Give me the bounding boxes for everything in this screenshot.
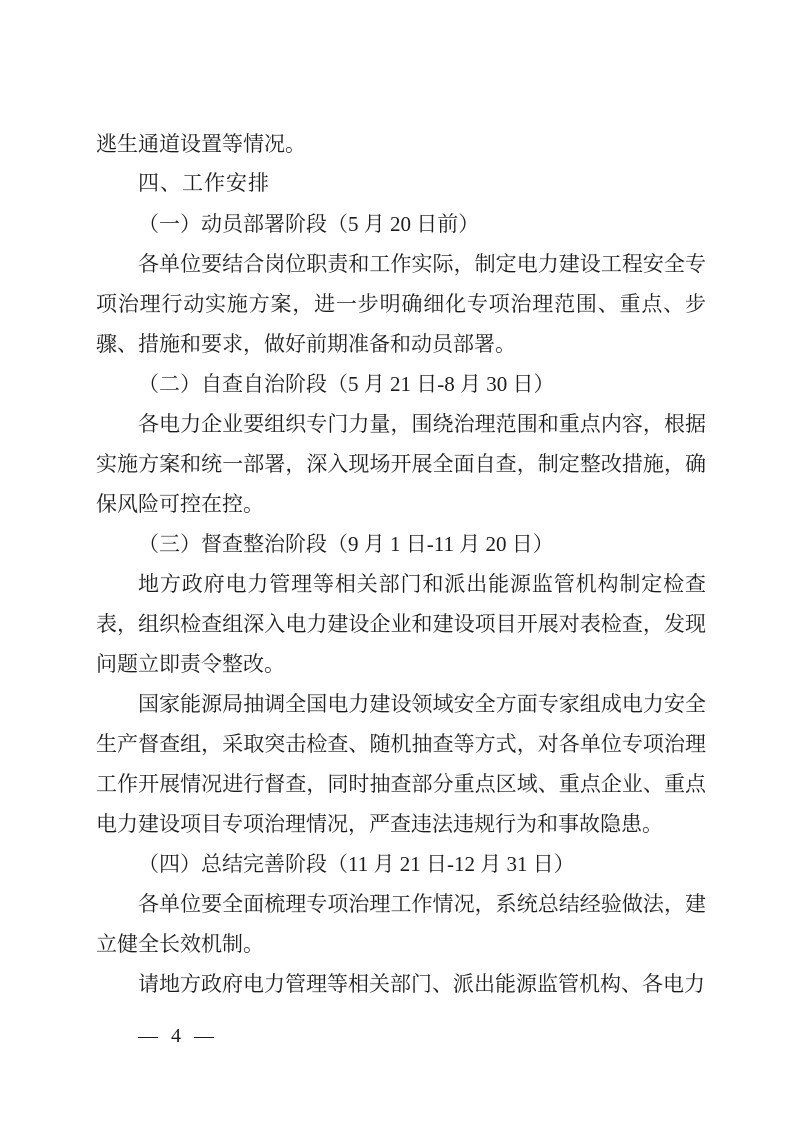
section-heading-work-arrangement: 四、工作安排: [138, 172, 270, 195]
paragraph-stage-3-body-2: 国家能源局抽调全国电力建设领域安全方面专家组成电力安全生产督查组，采取突击检查、随机抽查等方式，对各单位专项治理工作开展情况进行督查，同时抽查部分重点区域、重点企业、重点电力建设项目专项治理情况，严查违法违规行为和事故隐患。: [96, 692, 706, 836]
document-body: [96, 124, 706, 1004]
paragraph-continues-next-page: 请地方政府电力管理等相关部门、派出能源监管机构、各电力: [138, 972, 705, 996]
paragraph-stage-4-body: 各单位要全面梳理专项治理工作情况，系统总结经验做法，建立健全长效机制。: [96, 892, 706, 956]
subsection-heading-stage-4: （四）总结完善阶段（11 月 21 日-12 月 31 日）: [138, 852, 575, 876]
page-number: — 4 —: [138, 1025, 218, 1047]
paragraph-continued-from-previous-page: 逃生通道设置等情况。: [96, 132, 306, 156]
paragraph-stage-1-body: 各单位要结合岗位职责和工作实际，制定电力建设工程安全专项治理行动实施方案，进一步明确细化专项治理范围、重点、步骤、措施和要求，做好前期准备和动员部署。: [96, 252, 706, 356]
paragraph-stage-2-body: 各电力企业要组织专门力量，围绕治理范围和重点内容，根据实施方案和统一部署，深入现场开展全面自查，制定整改措施，确保风险可控在控。: [96, 412, 706, 516]
subsection-heading-stage-2: （二）自查自治阶段（5 月 21 日-8 月 30 日）: [138, 372, 555, 396]
paragraph-stage-3-body-1: 地方政府电力管理等相关部门和派出能源监管机构制定检查表，组织检查组深入电力建设企业和建设项目开展对表检查，发现问题立即责令整改。: [96, 572, 706, 676]
subsection-heading-stage-1: （一）动员部署阶段（5 月 20 日前）: [138, 212, 480, 236]
subsection-heading-stage-3: （三）督查整治阶段（9 月 1 日-11 月 20 日）: [138, 532, 554, 556]
